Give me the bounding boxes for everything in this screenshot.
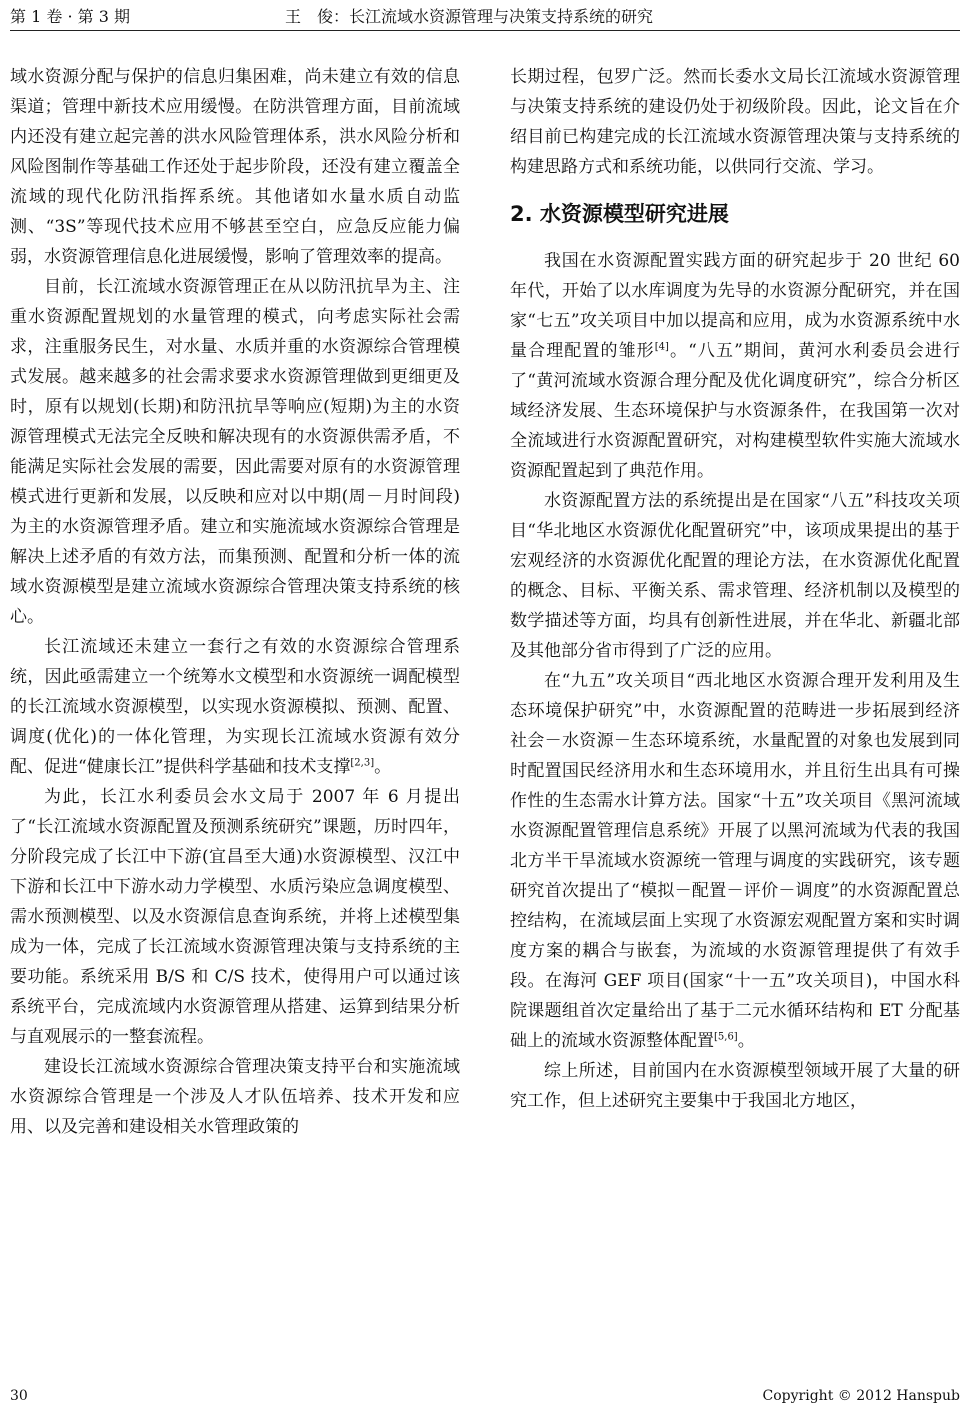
paragraph-text: 长江流域还未建立一套行之有效的水资源综合管理系统，因此亟需建立一个统筹水文模型和水资源统一调配模型的长江流域水资源模型，以实现水资源模拟、预测、配置、调度(优化)的一体化管理，为实现长江流域水资源有效分配、促进“健康长江”提供科学基础和技术支撑 xyxy=(10,637,460,777)
paragraph: 域水资源分配与保护的信息归集困难，尚未建立有效的信息渠道；管理中新技术应用缓慢。在防洪管理方面，目前流域内还没有建立起完善的洪水风险管理体系，洪水风险分析和风险图制作等基础工作还处于起步阶段，还没有建立覆盖全流域的现代化防汛指挥系统。其他诸如水量水质自动监测、“3S”等现代技术应用不够甚至空白，应急反应能力偏弱，水资源管理信息化进展缓慢，影响了管理效率的提高。 xyxy=(10,67,460,267)
citation-ref: [5,6] xyxy=(714,1031,738,1043)
paragraph-text: 我国在水资源配置实践方面的研究起步于 20 世纪 60 年代，开始了以水库调度为先导的水资源分配研究，并在国家“七五”攻关项目中加以提高和应用，成为水资源系统中水量合理配置的雏形 xyxy=(510,251,960,361)
paragraph-end: 。 xyxy=(737,1031,755,1051)
paragraph: 水资源配置方法的系统提出是在国家“八五”科技攻关项目“华北地区水资源优化配置研究”中，该项成果提出的基于宏观经济的水资源优化配置的理论方法，在水资源优化配置的概念、目标、平衡关系、需求管理、经济机制以及模型的数学描述等方面，均具有创新性进展，并在华北、新疆北部及其他部分省市得到了广泛的应用。 xyxy=(510,491,960,661)
running-header xyxy=(10,0,960,31)
section-heading: 2. 水资源模型研究进展 xyxy=(510,202,729,226)
citation-ref: [2,3] xyxy=(350,757,375,769)
copyright: Copyright © 2012 Hanspub xyxy=(762,1388,960,1404)
paragraph: 目前，长江流域水资源管理正在从以防汛抗旱为主、注重水资源配置规划的水量管理的模式，向考虑实际社会需求，注重服务民生，对水量、水质并重的水资源综合管理模式发展。越来越多的社会需求要求水资源管理做到更细更及时，原有以规划(长期)和防汛抗旱等响应(短期)为主的水资源管理模式无法完全反映和解决现有的水资源供需矛盾，不能满足实际社会发展的需要，因此需要对原有的水资源管理模式进行更新和发展，以反映和应对以中期(周－月时间段)为主的水资源管理矛盾。建立和实施流域水资源综合管理是解决上述矛盾的有效方法，而集预测、配置和分析一体的流域水资源模型是建立流域水资源综合管理决策支持系统的核心。 xyxy=(10,277,460,627)
paragraph xyxy=(510,666,960,1056)
paragraph-text: 在“九五”攻关项目“西北地区水资源合理开发利用及生态环境保护研究”中，水资源配置的范畴进一步拓展到经济社会－水资源－生态环境系统，水量配置的对象也发展到同时配置国民经济用水和生态环境用水，并且衍生出具有可操作性的生态需水计算方法。国家“十五”攻关项目《黑河流域水资源配置管理信息系统》开展了以黑河流域为代表的我国北方半干旱流域水资源统一管理与调度的实践研究，该专题研究首次提出了“模拟－配置－评价－调度”的水资源配置总控结构，在流域层面上实现了水资源宏观配置方案和实时调度方案的耦合与嵌套，为流域的水资源管理提供了有效手段。在海河 GEF 项目(国家“十一五”攻关项目)，中国水科院课题组首次定量给出了基于二元水循环结构和 ET 分配基础上的流域水资源整体配置 xyxy=(510,671,960,1051)
journal-issue: 第 1 卷 · 第 3 期 xyxy=(10,7,130,26)
paragraph: 建设长江流域水资源综合管理决策支持平台和实施流域水资源综合管理是一个涉及人才队伍培养、技术开发和应用、以及完善和建设相关水管理政策的 xyxy=(10,1057,460,1137)
paragraph-end: 。 xyxy=(374,757,392,777)
paragraph xyxy=(10,632,460,782)
paragraph xyxy=(510,246,960,486)
citation-ref: [4] xyxy=(654,341,669,353)
paragraph: 长期过程，包罗广泛。然而长委水文局长江流域水资源管理与决策支持系统的建设仍处于初级阶段。因此，论文旨在介绍目前已构建完成的长江流域水资源管理决策与支持系统的构建思路方式和系统功能，以供同行交流、学习。 xyxy=(510,67,960,177)
paragraph: 为此，长江水利委员会水文局于 2007 年 6 月提出了“长江流域水资源配置及预测系统研究”课题，历时四年，分阶段完成了长江中下游(宜昌至大通)水资源模型、汉江中下游和长江中下游水动力学模型、水质污染应急调度模型、需水预测模型、以及水资源信息查询系统，并将上述模型集成为一体，完成了长江流域水资源管理决策与支持系统的主要功能。系统采用 B/S 和 C/S 技术，使得用户可以通过该系统平台，完成流域内水资源管理从搭建、运算到结果分析与直观展示的一整套流程。 xyxy=(10,787,460,1047)
right-column xyxy=(510,62,960,1116)
left-column xyxy=(10,62,460,1142)
paragraph: 综上所述，目前国内在水资源模型领域开展了大量的研究工作，但上述研究主要集中于我国北方地区， xyxy=(510,1061,960,1111)
page-number: 30 xyxy=(10,1388,28,1404)
paragraph-text: 。“八五”期间，黄河水利委员会进行了“黄河流域水资源合理分配及优化调度研究”，综合分析区域经济发展、生态环境保护与水资源条件，在我国第一次对全流域进行水资源配置研究，对构建模型软件实施大流域水资源配置起到了典范作用。 xyxy=(510,341,960,481)
running-title: 王 俊：长江流域水资源管理与决策支持系统的研究 xyxy=(285,7,654,26)
